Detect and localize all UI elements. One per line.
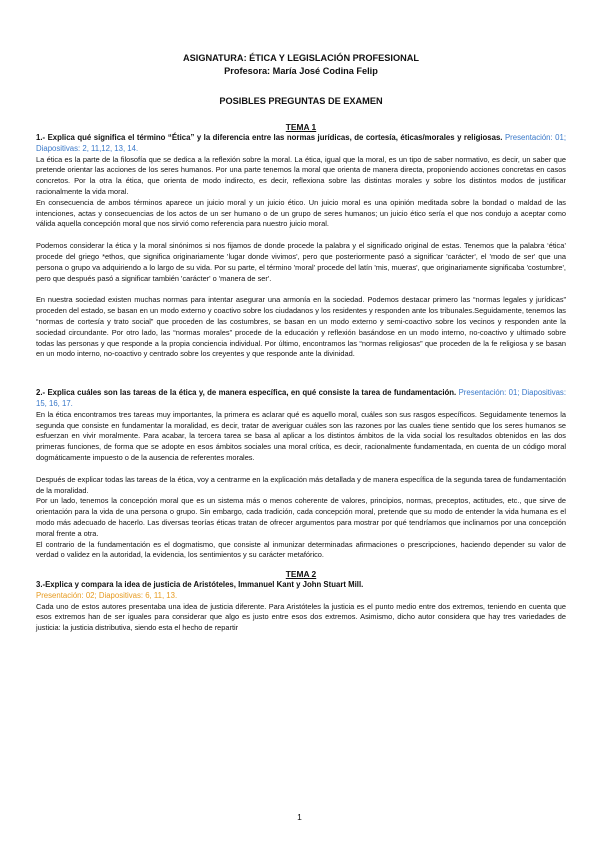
answer-3-paragraph-1: Cada uno de estos autores presentaba una idea de justicia diferente. Para Aristóteles la justicia es el punto medio entre dos extremos, teniendo en cuenta que esos extremos han de ser iguales para considerar que algo es justo entre esos dos extremos. Asimismo, dicho autor considera que hay tres variedades de justicia: la justicia distributiva, siendo esta el hecho de repartir [36,601,566,633]
question-2-text: 2.- Explica cuáles son las tareas de la ética y, de manera específica, en qué consiste la tarea de fundamentación. [36,388,457,398]
question-2-reference: Presentación: 01; Diapositivas: 15, 16, 17. [36,388,566,408]
question-1-text: 1.- Explica qué significa el término “Ética” y la diferencia entre las normas jurídicas, de cortesía, éticas/morales y religiosas. [36,133,503,142]
question-1-reference: Presentación: 01; Diapositivas: 2, 11,12, 13, 14. [36,133,566,153]
page-content [36,52,566,634]
answer-2-paragraph-1: En la ética encontramos tres tareas muy importantes, la primera es aclarar qué es aquello moral, cuáles son sus rasgos específicos. Seguidamente tenemos la segunda que consiste en fundamentar la moralidad, es decir, tratar de averiguar cuáles son las razones por las cuales tiene sentido que los seres humanos se esfuerzan en vivir moralmente. Para acabar, la tercera tarea se basa al aplicar a los distintos ámbitos de la vida social los resultados obtenidos en las dos primeras funciones, de forma que se adopte en esos ámbitos sociales una moral crítica, es decir, racionalmente fundamentada, en cuenta de un código moral dogmáticamente impuesto o de la ausencia de referentes morales. [36,409,566,462]
question-1 [36,133,566,155]
answer-1-paragraph-3: Podemos considerar la ética y la moral sinónimos si nos fijamos de donde procede la palabra y el significado original de estas. Tenemos que la palabra ‘ética’ procede del griego *ethos, que significa originariamente 'lugar donde vivimos', pero que posteriormente pasó a significar 'carácter', el 'modo de ser' que una persona o grupo va adquiriendo a lo largo de su vida. Por su parte, el término 'moral' procede del latín 'mis, mueras', que originariamente significaba 'costumbre', pero que después pasó a significar también 'carácter' o 'manera de ser'. [36,241,566,283]
tema2-heading: TEMA 2 [285,569,317,580]
professor-name: Profesora: María José Codina Felip [224,66,378,76]
page-number: 1 [297,812,302,822]
answer-1-paragraph-2: En consecuencia de ambos términos aparece un juicio moral y un juicio ético. Un juicio moral es una opinión meditada sobre la bondad o maldad de las intenciones, actas y consecuencias de los actos de un ser humano o de un grupo de seres humanos; un juicio ético sería el que nos condujo a aceptar como válida aquella concepción moral que nos sirvió como referencia para nuestro juicio moral. [36,197,566,229]
section-title: POSIBLES PREGUNTAS DE EXAMEN [219,96,383,106]
question-3: 3.-Explica y compara la idea de justicia de Aristóteles, Immanuel Kant y John Stuart Mill. [36,580,364,590]
answer-1-paragraph-4: En nuestra sociedad existen muchas normas para intentar asegurar una armonía en la sociedad. Podemos destacar primero las “normas legales y jurídicas” proceden del estado, se basan en un modo externo y coactivo sobre los ciudadanos y los residentes y responden ante los tribunales.Seguidamente, tenemos las “normas de cortesía y trato social” que proceden de las costumbres, se basan en un modo externo y semi-coactivo sobre los vecinos y responden ante la sociedad circundante. Por otro lado, las “normas morales” procede de la educación y reflexión basándose en un modo interno, no-coactivo y ultimado sobre todas las personas y que responde a la propia conciencia individual. Por último, encontramos las “normas religiosas” que proceden de la fe religiosa y se basan en un modo interno, no-coactivo y centrado sobre los creyentes y que responde ante la divinidad. [36,295,566,359]
answer-2-paragraph-4: El contrario de la fundamentación es el dogmatismo, que consiste al inmunizar determinadas afirmaciones o prescripciones, haciendo depender su valor de verdad o validez en la autoridad, la evidencia, los sentimientos y su carácter metafórico. [36,539,566,560]
subject-title: ASIGNATURA: ÉTICA Y LEGISLACIÓN PROFESIONAL [183,53,419,63]
question-3-reference: Presentación: 02; Diapositivas: 6, 11, 13. [36,590,178,600]
answer-2-paragraph-2: Después de explicar todas las tareas de la ética, voy a centrarme en la explicación más detallada y de manera específica de la segunda tarea de fundamentación de la moralidad. [36,474,566,495]
answer-1-paragraph-1: La ética es la parte de la filosofía que se dedica a la reflexión sobre la moral. La ética, igual que la moral, es un tipo de saber normativo, es decir, un saber que pretende orientar las acciones de los seres humanos. Por una parte tenemos la moral que orienta de manera directa, proponiendo acciones concretas en casos concretos. Por la otra la ética, que orienta de modo indirecto, es decir, reflexiona sobre las distintas morales y sobre los distintos modos de justificar racionalmente la vida moral. [36,154,566,196]
question-3-reference-line [36,591,566,602]
tema1-heading: TEMA 1 [285,122,317,132]
answer-2-paragraph-3: Por un lado, tenemos la concepción moral que es un sistema más o menos coherente de valores, principios, normas, preceptos, actitudes, etc., que sirve de orientación para la vida de una persona o grupo. Sin embargo, cada tradición, cada concepción moral, pretende que su modo de entender la vida humana es el modo más adecuado de hacerlo. Las diversas teorías éticas tratan de ofrecer argumentos para mostrar por qué tendríamos que inclinarnos por una concepción moral frente a otra. [36,496,566,538]
question-2 [36,388,566,410]
